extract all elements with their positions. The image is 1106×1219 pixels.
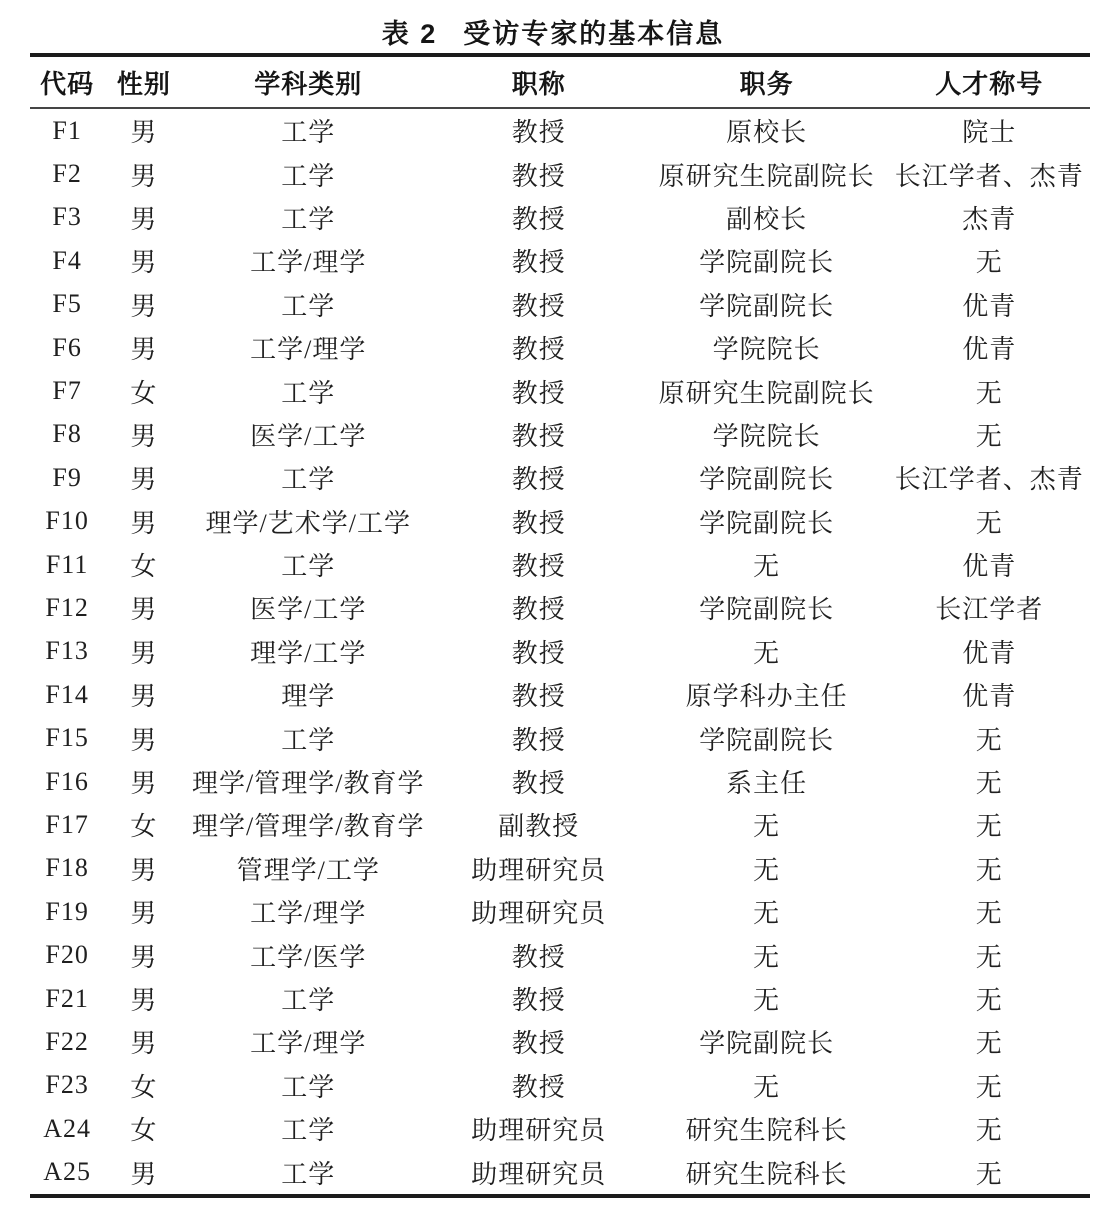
cell-code: F10 [45,506,89,536]
cell-gender: 男 [130,942,158,972]
cell-talent: 无 [975,1029,1003,1059]
cell-gender: 男 [130,421,158,451]
table-row [30,890,1090,933]
cell-position: 学院院长 [712,335,821,365]
cell-title: 教授 [511,769,566,799]
cell-talent: 优青 [962,335,1017,365]
cell-code: F14 [45,679,89,709]
cell-code: F13 [45,636,89,666]
cell-title: 教授 [511,638,566,668]
cell-discipline: 理学/管理学/教育学 [192,769,425,799]
cell-position: 学院副院长 [699,508,835,538]
cell-position: 研究生院科长 [685,1159,848,1189]
cell-code: F11 [45,549,89,579]
cell-position: 学院副院长 [699,465,835,495]
cell-gender: 男 [130,986,158,1015]
cell-position: 学院副院长 [699,725,835,755]
cell-code: F17 [45,809,89,839]
table-row [30,1064,1090,1107]
cell-talent: 优青 [962,552,1017,582]
cell-title: 助理研究员 [471,899,607,929]
cell-code: F9 [52,462,82,492]
cell-position: 学院副院长 [699,595,835,625]
table-row [30,456,1090,499]
cell-gender: 男 [130,1159,158,1189]
table-caption [0,0,1106,52]
cell-gender: 女 [130,552,158,582]
cell-position: 原学科办主任 [685,682,848,712]
cell-discipline: 工学/理学 [250,335,367,365]
cell-gender: 男 [130,1029,158,1059]
cell-discipline: 医学/工学 [250,595,367,625]
cell-title: 教授 [511,161,566,191]
cell-discipline: 医学/工学 [250,421,367,451]
cell-position: 原研究生院副院长 [658,161,875,191]
cell-discipline: 理学 [281,682,336,712]
cell-discipline: 工学 [281,465,336,495]
cell-position: 无 [753,1072,781,1102]
cell-discipline: 工学 [281,161,336,191]
table-row [30,586,1090,629]
cell-title: 助理研究员 [471,1116,607,1146]
cell-position: 学院院长 [712,421,821,451]
cell-position: 无 [753,942,781,972]
cell-gender: 男 [130,465,158,495]
cell-title: 教授 [511,421,566,451]
cell-code: F15 [45,723,89,753]
cell-code: F16 [45,766,89,796]
cell-title: 教授 [511,1029,566,1059]
cell-talent: 无 [975,942,1003,972]
cell-talent: 无 [975,508,1003,538]
table-row [30,760,1090,803]
cell-gender: 男 [130,248,158,278]
cell-talent: 无 [975,248,1003,278]
table-row [30,283,1090,326]
col-header-title: 职称 [433,55,645,108]
cell-position: 系主任 [726,769,808,799]
cell-code: F5 [52,289,82,319]
cell-title: 教授 [511,378,566,408]
cell-code: F6 [52,332,82,362]
cell-gender: 男 [130,682,158,712]
cell-talent: 无 [975,421,1003,451]
cell-gender: 男 [130,855,158,885]
cell-position: 学院副院长 [699,248,835,278]
cell-gender: 女 [130,378,158,408]
table-row [30,152,1090,195]
table-row [30,326,1090,369]
cell-title: 教授 [511,335,566,365]
cell-discipline: 理学/艺术学/工学 [205,508,411,538]
cell-discipline: 工学 [281,725,336,755]
cell-discipline: 工学 [281,291,336,321]
cell-code: F20 [45,940,89,970]
table-row [30,1150,1090,1195]
cell-talent: 优青 [962,291,1017,321]
cell-position: 原研究生院副院长 [658,378,875,408]
cell-title: 教授 [511,248,566,278]
cell-code: F3 [52,202,82,232]
cell-title: 教授 [511,465,566,495]
cell-talent: 杰青 [962,204,1017,234]
cell-discipline: 工学 [281,552,336,582]
cell-title: 教授 [511,1072,566,1102]
cell-discipline: 工学 [281,1116,336,1146]
cell-code: F4 [52,245,82,275]
table-row [30,108,1090,152]
table-row [30,1107,1090,1150]
table-number: 表 2 [381,19,438,49]
table-row [30,500,1090,543]
cell-discipline: 工学/医学 [250,942,367,972]
cell-code: F8 [52,419,82,449]
cell-gender: 女 [130,812,158,842]
cell-talent: 院士 [962,118,1017,148]
cell-code: F1 [52,115,82,145]
cell-talent: 长江学者、杰青 [894,465,1084,495]
cell-code: F18 [45,853,89,883]
cell-discipline: 工学 [281,1072,336,1102]
cell-talent: 无 [975,899,1003,929]
col-header-gender: 性别 [104,55,184,108]
cell-gender: 男 [130,899,158,929]
cell-talent: 优青 [962,638,1017,668]
cell-position: 无 [753,855,781,885]
cell-title: 教授 [511,682,566,712]
table-row [30,630,1090,673]
cell-discipline: 工学/理学 [250,1029,367,1059]
cell-talent: 无 [975,855,1003,885]
table-row [30,369,1090,412]
cell-position: 无 [753,552,781,582]
cell-discipline: 工学 [281,378,336,408]
cell-talent: 无 [975,769,1003,799]
cell-gender: 男 [130,161,158,191]
cell-talent: 长江学者、杰青 [894,161,1084,191]
table-row [30,543,1090,586]
cell-discipline: 工学 [281,204,336,234]
cell-talent: 无 [975,1116,1003,1146]
cell-talent: 长江学者 [935,595,1044,625]
cell-title: 助理研究员 [471,855,607,885]
cell-position: 无 [753,812,781,842]
cell-code: F22 [45,1026,89,1056]
cell-title: 教授 [511,118,566,148]
cell-gender: 男 [130,638,158,668]
cell-gender: 男 [130,508,158,538]
cell-title: 教授 [511,508,566,538]
cell-title: 教授 [511,986,566,1015]
cell-code: F12 [45,592,89,622]
cell-title: 教授 [511,725,566,755]
cell-position: 无 [753,638,781,668]
cell-code: F19 [45,896,89,926]
cell-talent: 无 [975,1159,1003,1189]
cell-discipline: 工学 [281,1159,336,1189]
table-row [30,933,1090,976]
cell-talent: 无 [975,986,1003,1015]
cell-discipline: 工学/理学 [250,248,367,278]
cell-position: 研究生院科长 [685,1116,848,1146]
cell-title: 教授 [511,291,566,321]
cell-gender: 女 [130,1072,158,1102]
table-row [30,803,1090,846]
cell-discipline: 理学/管理学/教育学 [192,812,425,842]
cell-gender: 女 [130,1116,158,1146]
table-row [30,977,1090,1020]
cell-position: 无 [753,899,781,929]
cell-discipline: 工学 [281,986,336,1015]
col-header-discipline: 学科类别 [184,55,433,108]
cell-talent: 无 [975,812,1003,842]
cell-position: 无 [753,986,781,1015]
cell-title: 教授 [511,595,566,625]
header-row [30,55,1090,108]
cell-code: A24 [43,1113,91,1143]
cell-position: 学院副院长 [699,291,835,321]
cell-talent: 优青 [962,682,1017,712]
cell-title: 助理研究员 [471,1159,607,1189]
experts-table [30,53,1090,1198]
table-row [30,673,1090,716]
cell-position: 原校长 [726,118,808,148]
cell-code: F2 [52,159,82,189]
cell-title: 副教授 [498,812,580,842]
table-row [30,413,1090,456]
cell-discipline: 管理学/工学 [236,855,380,885]
col-header-position: 职务 [645,55,889,108]
table-wrapper [30,53,1090,1198]
col-header-talent: 人才称号 [889,55,1090,108]
cell-discipline: 工学 [281,118,336,148]
table-row [30,716,1090,759]
cell-gender: 男 [130,204,158,234]
cell-discipline: 工学/理学 [250,899,367,929]
cell-discipline: 理学/工学 [250,638,367,668]
col-header-code: 代码 [30,55,104,108]
cell-code: F7 [52,376,82,406]
cell-code: A25 [43,1157,91,1187]
cell-gender: 男 [130,595,158,625]
cell-gender: 男 [130,118,158,148]
table-row [30,239,1090,282]
cell-position: 副校长 [726,204,808,234]
cell-gender: 男 [130,291,158,321]
cell-talent: 无 [975,1072,1003,1102]
table-row [30,196,1090,239]
cell-code: F23 [45,1070,89,1100]
cell-gender: 男 [130,725,158,755]
cell-title: 教授 [511,204,566,234]
cell-talent: 无 [975,378,1003,408]
cell-title: 教授 [511,552,566,582]
cell-gender: 男 [130,335,158,365]
cell-gender: 男 [130,769,158,799]
table-header [30,55,1090,108]
cell-title: 教授 [511,942,566,972]
cell-code: F21 [45,983,89,1013]
table-title: 受访专家的基本信息 [463,19,725,49]
cell-talent: 无 [975,725,1003,755]
table-body [30,108,1090,1196]
table-row [30,1020,1090,1063]
table-row [30,847,1090,890]
cell-position: 学院副院长 [699,1029,835,1059]
